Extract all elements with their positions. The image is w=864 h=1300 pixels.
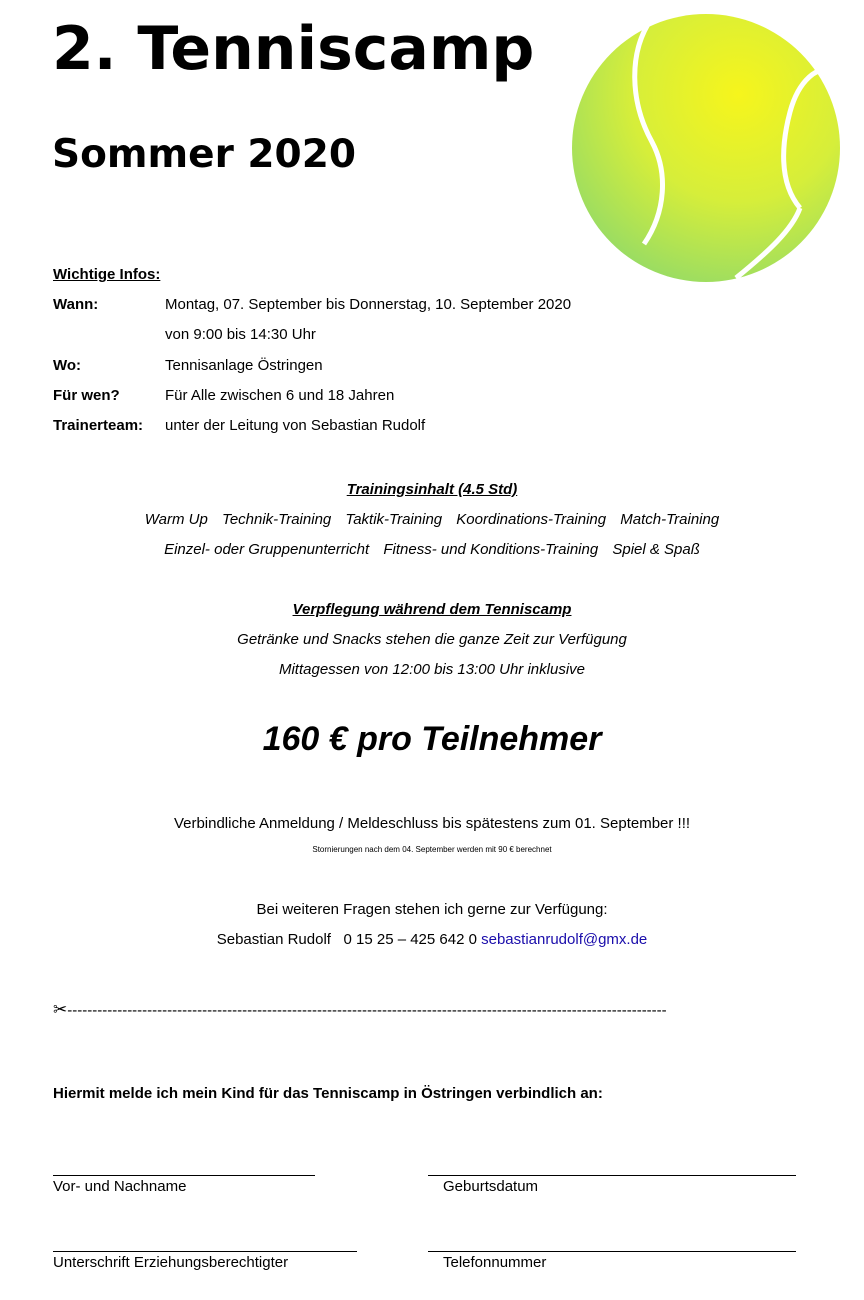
- training-list-2: [0, 541, 864, 558]
- where-label: Wo:: [53, 357, 82, 374]
- training-item: Warm Up: [144, 511, 208, 528]
- time-value: von 9:00 bis 14:30 Uhr: [165, 326, 316, 343]
- cut-line: [53, 1000, 813, 1020]
- trainer-label: Trainerteam:: [53, 417, 144, 434]
- cancellation-note: Stornierungen nach dem 04. September werden mit 90 € berechnet: [312, 845, 552, 854]
- contact-email-link[interactable]: sebastianrudolf@gmx.de: [481, 931, 648, 948]
- guardian-field-label: Unterschrift Erziehungsberechtigter: [53, 1254, 289, 1271]
- training-item: Einzel- oder Gruppenunterricht: [164, 541, 370, 558]
- registration-declaration: Hiermit melde ich mein Kind für das Tenniscamp in Östringen verbindlich an:: [53, 1085, 603, 1102]
- food-line-1: Getränke und Snacks stehen die ganze Zeit zur Verfügung: [237, 631, 627, 648]
- scissors-icon: ✂: [53, 1000, 68, 1019]
- for-whom-value: Für Alle zwischen 6 und 18 Jahren: [165, 387, 395, 404]
- birthdate-field-label: Geburtsdatum: [443, 1178, 539, 1195]
- phone-field-label: Telefonnummer: [443, 1254, 547, 1271]
- for-whom-label: Für wen?: [53, 387, 120, 404]
- contact-intro: Bei weiteren Fragen stehen ich gerne zur Verfügung:: [256, 901, 608, 918]
- training-item: Technik-Training: [222, 511, 332, 528]
- training-item: Taktik-Training: [345, 511, 443, 528]
- page-title: 2. Tenniscamp: [52, 14, 535, 84]
- training-item: Spiel & Spaß: [612, 541, 700, 558]
- tennis-ball-image: [568, 12, 844, 284]
- registration-deadline: Verbindliche Anmeldung / Meldeschluss bis spätestens zum 01. September !!!: [173, 815, 691, 832]
- guardian-signature-line[interactable]: [53, 1251, 357, 1252]
- infos-heading: Wichtige Infos:: [53, 266, 161, 283]
- name-signature-line[interactable]: [53, 1175, 315, 1176]
- contact-line: [0, 931, 864, 948]
- when-value: Montag, 07. September bis Donnerstag, 10. September 2020: [165, 296, 572, 313]
- trainer-value: unter der Leitung von Sebastian Rudolf: [165, 417, 426, 434]
- training-item: Koordinations-Training: [456, 511, 607, 528]
- food-heading: Verpflegung während dem Tenniscamp: [292, 601, 572, 618]
- phone-signature-line[interactable]: [428, 1251, 796, 1252]
- training-list-1: [0, 511, 864, 528]
- training-item: Match-Training: [620, 511, 720, 528]
- contact-name: Sebastian Rudolf: [216, 931, 331, 948]
- cut-dashes: ------------------------------------------------------------------------------------------------------------------------: [67, 1002, 667, 1019]
- when-label: Wann:: [53, 296, 99, 313]
- contact-phone: 0 15 25 – 425 642 0: [343, 931, 477, 948]
- price: 160 € pro Teilnehmer: [262, 720, 602, 758]
- training-item: Fitness- und Konditions-Training: [383, 541, 599, 558]
- name-field-label: Vor- und Nachname: [53, 1178, 187, 1195]
- birthdate-signature-line[interactable]: [428, 1175, 796, 1176]
- where-value: Tennisanlage Östringen: [165, 357, 323, 374]
- page-subtitle: Sommer 2020: [52, 132, 356, 177]
- food-line-2: Mittagessen von 12:00 bis 13:00 Uhr inklusive: [278, 661, 585, 678]
- training-heading: Trainingsinhalt (4.5 Std): [346, 481, 518, 498]
